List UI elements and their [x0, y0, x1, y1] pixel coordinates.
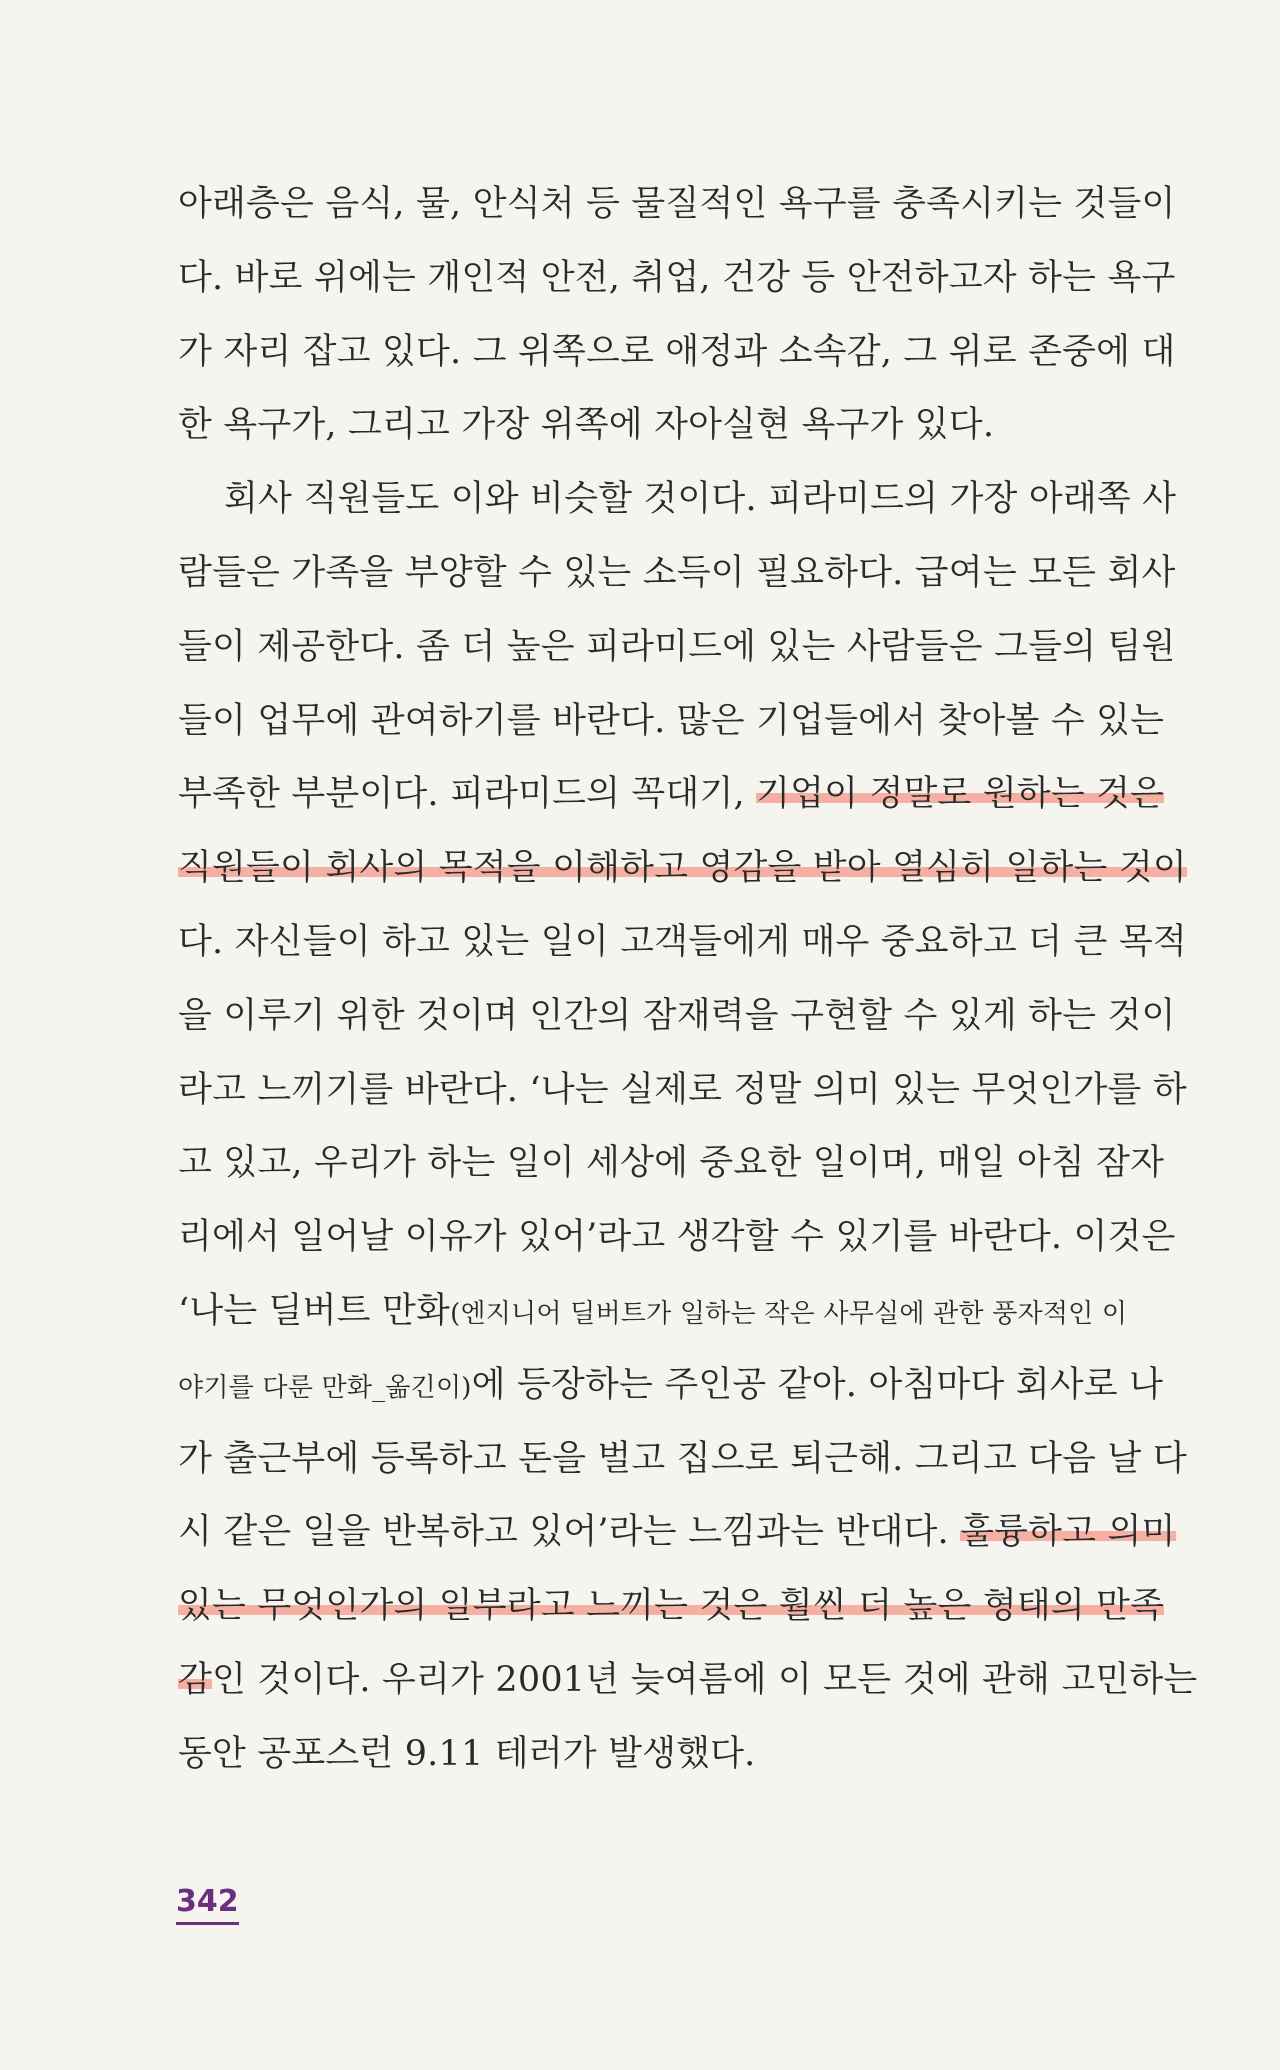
text-line-9 [178, 758, 1165, 832]
text-line-22: 동안 공포스런 9.11 테러가 발생했다. [178, 1733, 756, 1774]
highlighted-text: 감 [178, 1659, 213, 1700]
text-line-1: 아래층은 음식, 물, 안식처 등 물질적인 욕구를 충족시키는 것들이 [178, 184, 1176, 224]
text-line-12: 을 이루기 위한 것이며 인간의 잠재력을 구현할 수 있게 하는 것이 [178, 995, 1176, 1036]
text-line-14: 고 있고, 우리가 하는 일이 세상에 중요한 일이며, 매일 아침 잠자 [178, 1143, 1165, 1184]
page-number: 342 [176, 1884, 239, 1925]
text-line-18: 가 출근부에 등록하고 돈을 벌고 집으로 퇴근해. 그리고 다음 날 다 [178, 1438, 1187, 1479]
text-line-2: 다. 바로 위에는 개인적 안전, 취업, 건강 등 안전하고자 하는 욕구 [178, 257, 1176, 298]
highlighted-text: 훌륭하고 의미 [960, 1512, 1176, 1553]
text-line-7: 들이 제공한다. 좀 더 높은 피라미드에 있는 사람들은 그들의 팀원 [178, 626, 1176, 667]
body-text [178, 168, 1198, 1792]
text-line-20 [178, 1570, 1165, 1644]
text-line-13: 라고 느끼기를 바란다. ‘나는 실제로 정말 의미 있는 무엇인가를 하 [178, 1069, 1187, 1110]
text-line-9-plain: 부족한 부분이다. 피라미드의 꼭대기, [178, 774, 757, 815]
text-line-19 [178, 1496, 1176, 1570]
translator-note: (엔지니어 딜버트가 일하는 작은 사무실에 관한 풍자적인 이 [450, 1298, 1128, 1329]
text-line-17-main: 에 등장하는 주인공 같아. 아침마다 회사로 나 [471, 1364, 1164, 1405]
text-line-16 [178, 1275, 1138, 1349]
text-line-5: 회사 직원들도 이와 비슷할 것이다. 피라미드의 가장 아래쪽 사 [224, 479, 1177, 520]
highlighted-text: 직원들이 회사의 목적을 이해하고 영감을 받아 열심히 일하는 것이 [178, 848, 1187, 889]
text-line-10 [178, 832, 1187, 906]
translator-note-end: 야기를 다룬 만화_옮긴이) [178, 1372, 472, 1403]
text-line-21 [178, 1644, 1198, 1718]
highlighted-text: 기업이 정말로 원하는 것은 [756, 774, 1165, 815]
text-line-8: 들이 업무에 관여하기를 바란다. 많은 기업들에서 찾아볼 수 있는 [178, 700, 1165, 741]
text-line-15: 리에서 일어날 이유가 있어’라고 생각할 수 있기를 바란다. 이것은 [178, 1217, 1176, 1258]
text-line-16-main: ‘나는 딜버트 만화 [178, 1290, 451, 1331]
text-line-4: 한 욕구가, 그리고 가장 위쪽에 자아실현 욕구가 있다. [178, 405, 995, 446]
text-line-17 [178, 1349, 1164, 1423]
highlighted-text: 있는 무엇인가의 일부라고 느끼는 것은 훨씬 더 높은 형태의 만족 [178, 1586, 1165, 1627]
text-line-21-plain: 인 것이다. 우리가 2001년 늦여름에 이 모든 것에 관해 고민하는 [212, 1659, 1198, 1700]
text-line-6: 람들은 가족을 부양할 수 있는 소득이 필요하다. 급여는 모든 회사 [178, 552, 1176, 593]
text-line-11: 다. 자신들이 하고 있는 일이 고객들에게 매우 중요하고 더 큰 목적 [178, 921, 1187, 962]
text-line-3: 가 자리 잡고 있다. 그 위쪽으로 애정과 소속감, 그 위로 존중에 대 [178, 331, 1176, 372]
text-line-19-plain: 시 같은 일을 반복하고 있어’라는 느낌과는 반대다. [178, 1512, 961, 1553]
